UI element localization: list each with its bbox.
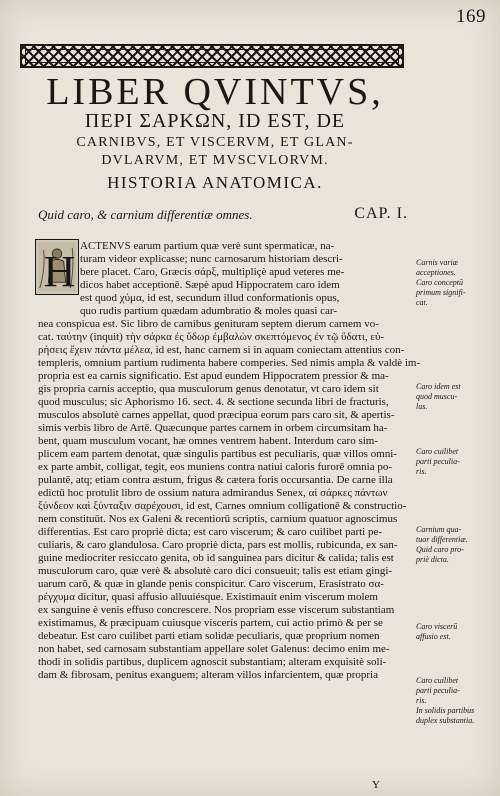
text-line: edictū hoc protulit libro de ossium natura admirandus Senex, αἱ σάρκες πάντων (38, 487, 388, 499)
text-line: musculos absolutè carnes appellat, quod præcipua eorum pars caro sit, & apertis- (38, 409, 395, 421)
book-subtitle: ΠΕΡΙ ΣΑΡΚΩΝ, ID EST, DE (84, 110, 346, 132)
text-line: plicem eam partem denotat, quæ singulis partibus est peculiaris, quæ villos omni- (38, 448, 397, 460)
text-line: cat. ταύτην (inquit) τὴν σάρκα ἐς ὕδωρ ἐμβαλὼν σκεπτόμενος ἐν τῷ ὕδατι, εὑ- (38, 331, 385, 343)
text-line: bere placet. Caro, Græcis σάρξ, multipliçè apud veteres me- (80, 266, 345, 278)
text-line: non habet, sed carnosam substantiam appellare solet Galenus: decimo enim me- (38, 643, 390, 655)
page-number: 169 (456, 6, 486, 27)
text-line: ρέγχυμα dicitur, quasi affusio alluuiésque. Existimauit enim viscerum molem (38, 591, 378, 603)
text-line: templeris, omnium partium rudimenta habere comperies. Sed nimis ampla & valdè im- (38, 357, 421, 369)
text-line: nem constituūt. Nos ex Galeni & recentiorū scriptis, carnium quatuor agnoscimus (38, 513, 398, 525)
book-title: LIBER QVINTVS, (46, 71, 384, 113)
text-line: debeatur. Est caro cuilibet parti etiam solidæ peculiaris, quæ proprium nomen (38, 630, 380, 642)
text-line: culiaris, & caro glandulosa. Caro propriè dicta, pars est mollis, rubicunda, ex san- (38, 539, 398, 551)
text-line: ex sanguine è venis effuso concrescere. Nos propriam esse viscerum substantiam (38, 604, 395, 616)
text-line: quo rudis partium quædam adumbratio & moles quasi car- (80, 305, 338, 317)
initial-letter: H (43, 248, 76, 294)
text-line: pulantē, atq; etiam contra æstum, frigus & cætera foris occursantia. De carne illa (38, 474, 393, 486)
text-line: quod musculus; sic Aphorismo 16. sect. 4. & sectione secunda libri de fracturis, (38, 396, 389, 408)
text-line: propria est ea carnis significatio. Est apud eundem Hippocratem pressior & ma- (38, 370, 389, 382)
text-line: guine mediocriter resiccato genita, ob id sanguinea pars dicitur & calida; talis est (38, 552, 394, 564)
text-line: ρήσεις ἔχειν πάντα μέλεα, id est, hanc carnem si in aquam coniectam attentius con- (38, 344, 405, 356)
text-line: gis propria carnis acceptio, qua musculorum genus denotatur, vt caro idem sit (38, 383, 379, 395)
text-line: dam & fibrosam, penitus exanguem; alteram villos infarcientem, quæ propria (38, 669, 378, 681)
chapter-number: CAP. I. (354, 205, 408, 222)
margin-note: Carnis variæ acceptiones. Caro conceptū primum signifi- cat. (416, 258, 466, 307)
text-line: est quod χύμα, id est, secundum illud conformationis opus, (80, 292, 340, 304)
margin-note: Caro idem est quod muscu- lus. (416, 382, 461, 411)
text-line: ACTENVS earum partium quæ verè sunt spermaticæ, na- (80, 240, 335, 252)
text-line: ex parte ambit, colligat, tegit, eos muniens contra natiui caloris furorē omnia po- (38, 461, 393, 473)
margin-note: Caro cuilibet parti peculia- ris. In solidis partibus duplex substantia. (416, 676, 475, 725)
text-line: bent, quam musculum vocant, hæ omnes ventrem habent. Interdum caro sim- (38, 435, 379, 447)
text-line: differentias. Est caro propriè dicta; est caro viscerum; & caro cuilibet parti pe- (38, 526, 383, 538)
text-line: ξύνδεον καὶ ξύνταξιν σαρέχουσι, id est, Carnes omnium colligationē & constructio- (38, 500, 407, 512)
text-line: turam videor explicasse; nunc carnosarum historiam descri- (80, 253, 343, 265)
margin-note: Caro cuilibet parti peculia- ris. (416, 447, 460, 476)
subtitle-line: DVLARVM, ET MVSCVLORVM. (101, 153, 329, 168)
text-line: nea conspicua est. Sic libro de carnibus genituram septem dierum carnem vo- (38, 318, 379, 330)
text-line: musculorum caro, quæ verè & absolutè caro dici consueuit; talis est etiam gingi- (38, 565, 393, 577)
text-line: uarum carō, & quæ in glande penis conspicitur. Caro viscerum, Erasistrato σα- (38, 578, 384, 590)
text-line: existimamus, & præcipuam cuiusque viscerís partem, cui actio primò & per se (38, 617, 383, 629)
margin-note: Caro viscerū affusio est. (416, 622, 458, 641)
margin-note: Carnium qua- tuor differentiæ. Quid caro pro- priè dicta. (416, 525, 468, 564)
text-line: simis verbis libro de Artē. Quæcunque partes carnem in orbem circumsitam ha- (38, 422, 388, 434)
text-line: thodi in solidis partibus, duplicem agnoscit substantiam; alteram exquisitè soli- (38, 656, 387, 668)
text-line: dicos habet acceptionē. Sæpè apud Hippocratem caro idem (80, 279, 340, 291)
section-title: HISTORIA ANATOMICA. (107, 173, 323, 192)
chapter-title: Quid caro, & carnium differentiæ omnes. (38, 207, 253, 222)
subtitle-line: CARNIBVS, ET VISCERVM, ET GLAN- (76, 135, 354, 150)
catchword: Y (372, 779, 380, 791)
